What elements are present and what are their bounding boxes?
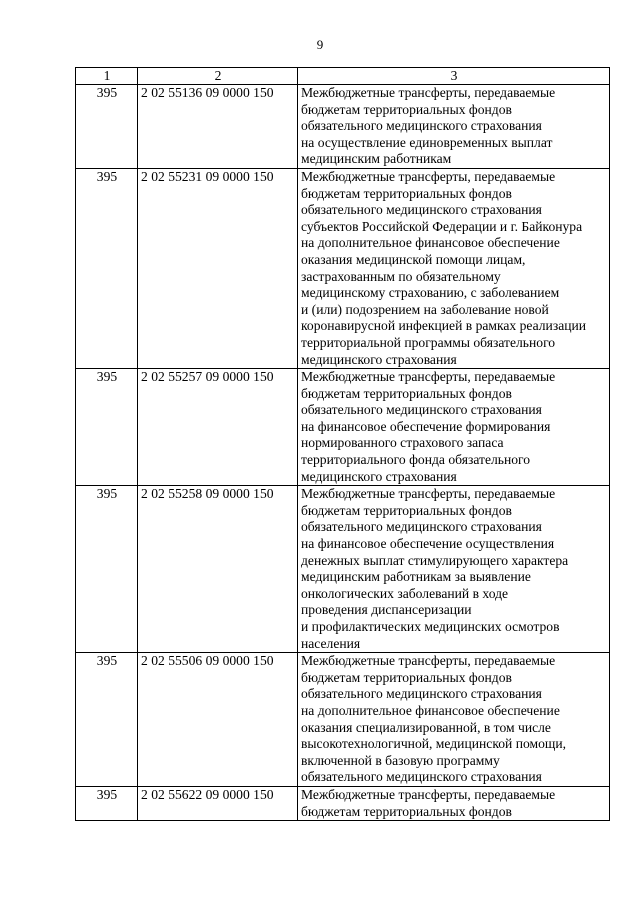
- revenue-name-line: застрахованным по обязательному: [301, 268, 501, 284]
- revenue-name-line: бюджетам территориальных фондов: [301, 502, 512, 518]
- revenue-name-line: бюджетам территориальных фондов: [301, 101, 512, 117]
- table-row: [76, 786, 610, 820]
- revenue-name-line: медицинского страхования: [301, 351, 457, 367]
- revenue-name-line: денежных выплат стимулирующего характера: [301, 552, 569, 568]
- revenue-name-line: на дополнительное финансовое обеспечение: [301, 235, 560, 251]
- budget-code-cell: 2 02 55136 09 0000 150: [138, 85, 298, 169]
- revenue-name-cell: [298, 653, 610, 787]
- revenue-name-line: субъектов Российской Федерации и г. Байконура: [301, 218, 583, 234]
- column-header-2: 2: [138, 68, 298, 85]
- revenue-name-line: бюджетам территориальных фондов: [301, 669, 512, 685]
- revenue-name-line: Межбюджетные трансферты, передаваемые: [301, 786, 556, 802]
- revenue-name-line: оказания специализированной, в том числе: [301, 719, 551, 735]
- revenue-name-line: бюджетам территориальных фондов: [301, 803, 512, 819]
- revenue-name-line: и (или) подозрением на заболевание новой: [301, 301, 549, 317]
- revenue-name-line: медицинским работникам за выявление: [301, 569, 531, 585]
- revenue-name-line: нормированного страхового запаса: [301, 435, 504, 451]
- table-row: [76, 85, 610, 169]
- revenue-name-line: Межбюджетные трансферты, передаваемые: [301, 486, 556, 502]
- table-row: [76, 369, 610, 486]
- table-row: [76, 653, 610, 787]
- budget-code-cell: 2 02 55506 09 0000 150: [138, 653, 298, 787]
- revenue-name-line: населения: [301, 635, 361, 651]
- table-row: [76, 486, 610, 653]
- column-header-3: 3: [298, 68, 610, 85]
- revenue-name-line: территориальной программы обязательного: [301, 334, 556, 350]
- revenue-name-line: на финансовое обеспечение осуществления: [301, 536, 555, 552]
- revenue-name-cell: [298, 168, 610, 368]
- revenue-name-line: оказания медицинской помощи лицам,: [301, 251, 526, 267]
- column-header-1: 1: [76, 68, 138, 85]
- revenue-name-cell: [298, 369, 610, 486]
- budget-code-cell: 2 02 55257 09 0000 150: [138, 369, 298, 486]
- revenue-name-line: на осуществление единовременных выплат: [301, 134, 553, 150]
- revenue-name-line: проведения диспансеризации: [301, 602, 472, 618]
- revenue-name-line: Межбюджетные трансферты, передаваемые: [301, 369, 556, 385]
- revenue-name-line: онкологических заболеваний в ходе: [301, 585, 509, 601]
- table-body: [76, 85, 610, 821]
- revenue-name-line: Межбюджетные трансферты, передаваемые: [301, 653, 556, 669]
- revenue-name-cell: [298, 85, 610, 169]
- admin-code-cell: 395: [76, 786, 138, 820]
- revenue-name-line: Межбюджетные трансферты, передаваемые: [301, 168, 556, 184]
- revenue-name-line: Межбюджетные трансферты, передаваемые: [301, 85, 556, 100]
- admin-code-cell: 395: [76, 653, 138, 787]
- admin-code-cell: 395: [76, 168, 138, 368]
- revenue-name-line: включенной в базовую программу: [301, 752, 500, 768]
- revenue-name-line: обязательного медицинского страхования: [301, 118, 542, 134]
- revenue-name-line: обязательного медицинского страхования: [301, 769, 542, 785]
- budget-classification-table: [75, 67, 610, 821]
- revenue-name-cell: [298, 786, 610, 820]
- page-number: 9: [316, 37, 324, 52]
- revenue-name-line: территориального фонда обязательного: [301, 452, 531, 468]
- revenue-name-line: медицинским работникам: [301, 151, 452, 167]
- revenue-name-line: обязательного медицинского страхования: [301, 686, 542, 702]
- revenue-name-line: обязательного медицинского страхования: [301, 402, 542, 418]
- revenue-name-line: и профилактических медицинских осмотров: [301, 619, 560, 634]
- admin-code-cell: 395: [76, 486, 138, 653]
- table-row: [76, 168, 610, 368]
- revenue-name-line: бюджетам территориальных фондов: [301, 185, 512, 201]
- revenue-name-line: на дополнительное финансовое обеспечение: [301, 702, 560, 718]
- admin-code-cell: 395: [76, 85, 138, 169]
- budget-code-cell: 2 02 55231 09 0000 150: [138, 168, 298, 368]
- revenue-name-line: медицинского страхования: [301, 468, 457, 484]
- revenue-name-line: обязательного медицинского страхования: [301, 202, 542, 218]
- revenue-name-line: бюджетам территориальных фондов: [301, 385, 512, 401]
- budget-code-cell: 2 02 55258 09 0000 150: [138, 486, 298, 653]
- revenue-name-cell: [298, 486, 610, 653]
- table-header-row: [76, 68, 610, 85]
- budget-code-cell: 2 02 55622 09 0000 150: [138, 786, 298, 820]
- revenue-name-line: коронавирусной инфекцией в рамках реализации: [301, 318, 587, 334]
- revenue-name-line: медицинскому страхованию, с заболеванием: [301, 285, 560, 301]
- revenue-name-line: на финансовое обеспечение формирования: [301, 418, 551, 434]
- admin-code-cell: 395: [76, 369, 138, 486]
- revenue-name-line: высокотехнологичной, медицинской помощи,: [301, 736, 567, 752]
- revenue-name-line: обязательного медицинского страхования: [301, 519, 542, 535]
